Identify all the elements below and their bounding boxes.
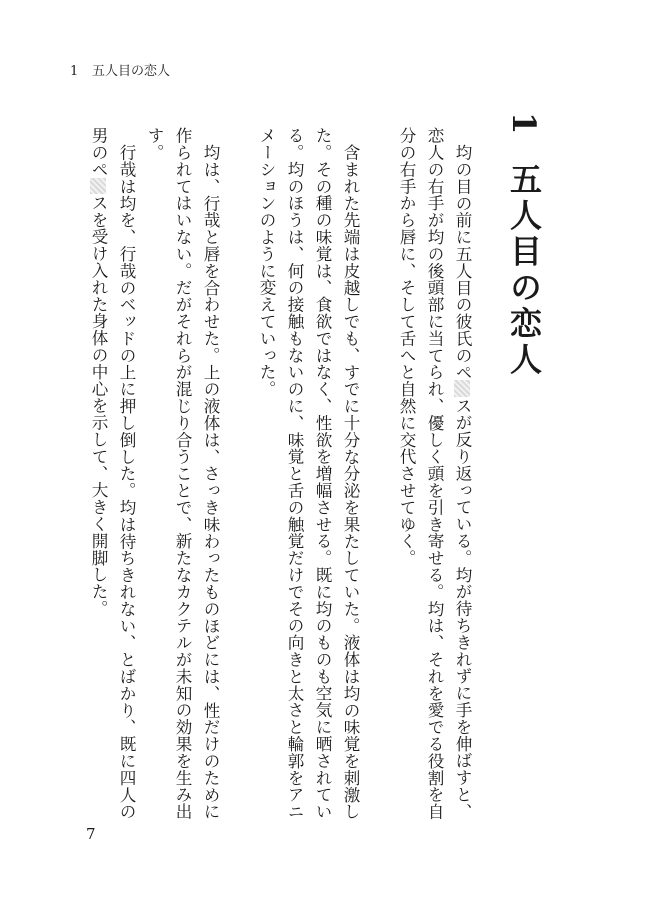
- running-header: [70, 64, 170, 80]
- paragraph-text: 均の目の前に五人目の彼氏のペ: [453, 143, 472, 381]
- paragraph: [84, 127, 140, 827]
- redaction-mark: [90, 178, 107, 195]
- chapter-heading: [498, 112, 550, 378]
- paragraph-text: 均は、行哉と唇を合わせた。上の液体は、さっき味わったものほどには、性だけのために作られてはいない。だがそれらが混じり合うことで、新たなカクテルが未知の効果を生み出す。: [145, 127, 220, 820]
- blank-line: [224, 127, 252, 128]
- paragraph-text: 含まれた先端は皮越しでも、すでに十分な分泌を果たしていた。液体は均の味覚を刺激した。その種の味覚は、食欲ではなく、性欲を増幅させる。既に均のものも空気に晒されている。均のほうは、何の接触もないのに、味覚と舌の触覚だけでその向きと太さと輪郭をアニメーションのように変えていった。: [257, 127, 360, 820]
- paragraph-text: 行哉は均を、行哉のベッドの上に押し倒した。均は待ちきれない、とばかり、既に四人の男のペ: [89, 127, 136, 820]
- running-header-chapter-title: 五人目の恋人: [92, 64, 171, 79]
- paragraph: [392, 127, 476, 827]
- running-header-chapter-number: 1: [70, 64, 79, 79]
- chapter-title: 五人目の恋人: [505, 162, 543, 379]
- paragraph: [140, 127, 224, 827]
- paragraph-text: スを受け入れた身体の中心を示して、大きく開脚した。: [89, 194, 108, 617]
- page-number: 7: [86, 825, 96, 843]
- redaction-mark: [454, 380, 471, 397]
- paragraph-text: スが反り返っている。均が待ちきれずに手を伸ばすと、恋人の右手が均の後頭部に当てられ、優しく頭を引き寄せる。均は、それを愛でる役割を自分の右手から唇に、そして舌へと自然に交代させてゆく。: [397, 127, 472, 820]
- paragraph: [252, 127, 364, 827]
- body-text: [82, 127, 476, 827]
- blank-line: [364, 127, 392, 128]
- chapter-number: 1: [505, 112, 543, 139]
